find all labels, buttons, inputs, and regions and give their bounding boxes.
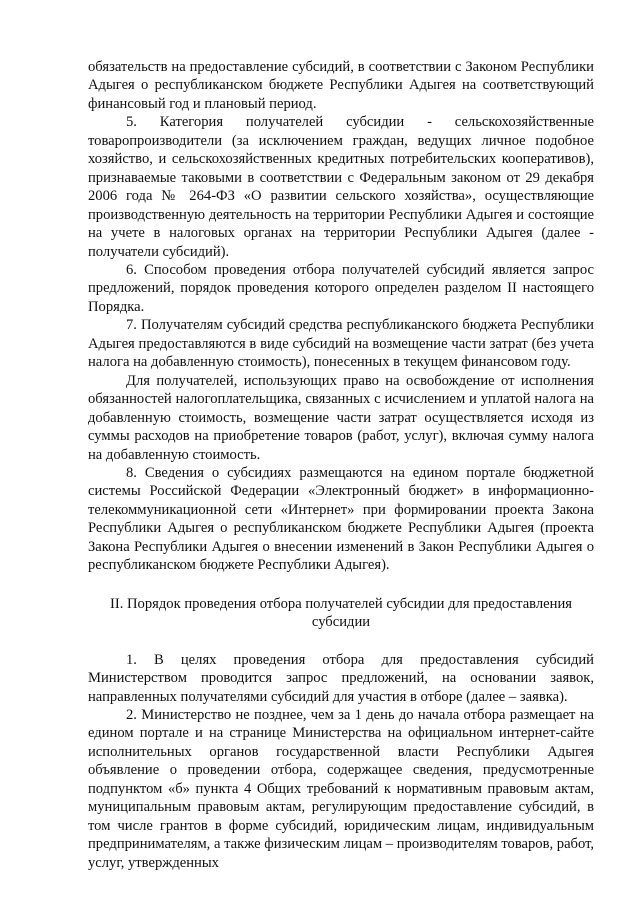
paragraph-item-8: 8. Сведения о субсидиях размещаются на едином портале бюджетной системы Российской Федерации «Электронный бюджет» в информационно-телекоммуникационной сети «Интернет» при формировании проекта Закона Республики Адыгея о республиканском бюджете Республики Адыгея (проекта Закона Республики Адыгея о внесении изменений в Закон Республики Адыгея о республиканском бюджете Республики Адыгея). — [88, 464, 594, 574]
paragraph-item-5: 5. Категория получателей субсидии - сельскохозяйственные товаропроизводители (за исключением граждан, ведущих личное подобное хозяйство, и сельскохозяйственных кредитных потребительских кооперативов), признаваемые таковыми в соответствии с Федеральным законом от 29 декабря 2006 года № 264-ФЗ «О развитии сельского хозяйства», осуществляющие производственную деятельность на территории Республики Адыгея и состоящие на учете в налоговых органах на территории Республики Адыгея (далее - получатели субсидий). — [88, 114, 594, 260]
paragraph-section2-item-2: 2. Министерство не позднее, чем за 1 день до начала отбора размещает на едином портале и на странице Министерства на официальном интернет-сайте исполнительных органов государственной власти Республики Адыгея объявление о проведении отбора, содержащее сведения, предусмотренные подпунктом «б» пункта 4 Общих требований к нормативным правовым актам, муниципальным правовым актам, регулирующим предоставление субсидий, в том числе грантов в форме субсидий, юридическим лицам, индивидуальным предпринимателям, а также физическим лицам – производителям товаров, работ, услуг, утвержденных — [88, 706, 595, 871]
paragraph-item-7: 7. Получателям субсидий средства республиканского бюджета Республики Адыгея предоставляются в виде субсидий на возмещение части затрат (без учета налога на добавленную стоимость), понесенных в текущем финансовом году. — [88, 317, 594, 371]
paragraph-item-6: 6. Способом проведения отбора получателей субсидий является запрос предложений, порядок проведения которого определен разделом II настоящего Порядка. — [88, 261, 594, 315]
paragraph-section2-item-1: 1. В целях проведения отбора для предоставления субсидий Министерством проводится запрос предложений, на основании заявок, направленных получателями субсидий для участия в отборе (далее – заявка). — [88, 651, 594, 705]
paragraph-continuation: обязательств на предоставление субсидий, в соответствии с Законом Республики Адыгея о республиканском бюджете Республики Адыгея на соответствующий финансовый год и плановый период. — [88, 59, 594, 112]
paragraph-item-7-addendum: Для получателей, использующих право на освобождение от исполнения обязанностей налогоплательщика, связанных с исчислением и уплатой налога на добавленную стоимость, возмещение части затрат осуществляется исходя из суммы расходов на приобретение товаров (работ, услуг), включая сумму налога на добавленную стоимость. — [88, 372, 594, 463]
section-heading: II. Порядок проведения отбора получателей субсидии для предоставления субсидии — [110, 595, 572, 631]
document-page — [88, 58, 594, 872]
